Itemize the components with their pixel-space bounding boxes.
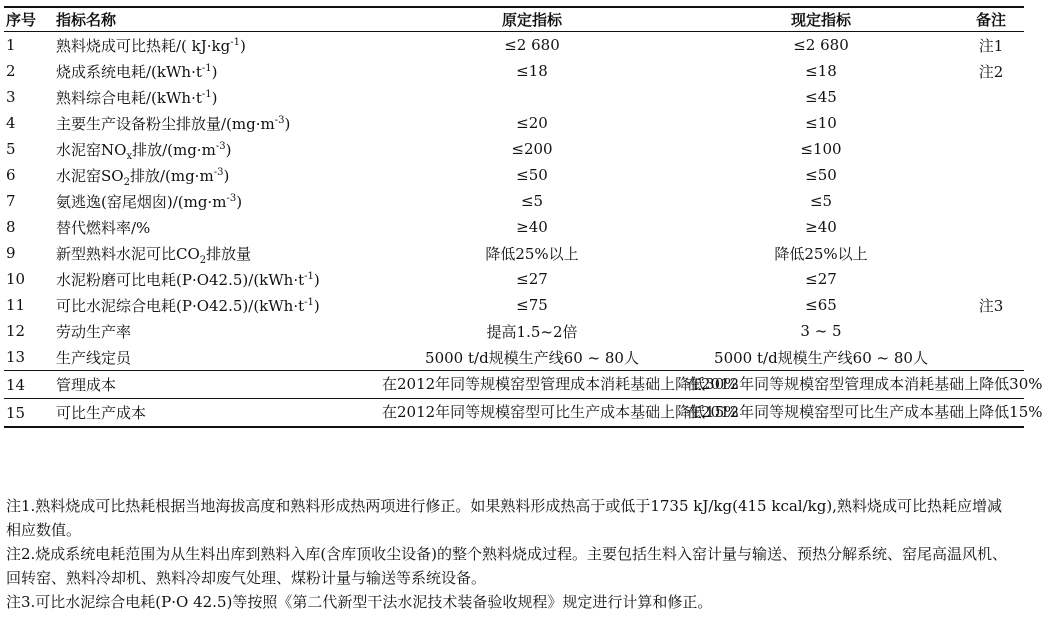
row-number: 5 — [6, 140, 16, 158]
current-value: 3 ~ 5 — [800, 322, 842, 340]
current-value: ≤2 680 — [793, 36, 849, 54]
indicator-name — [54, 136, 380, 162]
indicator-name — [54, 399, 380, 428]
header-no: 序号 — [4, 7, 54, 32]
indicator-name-pre: 水泥窑NO — [56, 140, 127, 159]
indicator-name-sup: -1 — [230, 36, 240, 48]
original-value — [380, 84, 684, 110]
table-row — [4, 84, 1024, 110]
row-number: 10 — [6, 270, 26, 288]
indicator-name — [54, 214, 380, 240]
indicator-name-sup: -1 — [304, 270, 314, 282]
indicator-name-pre: 可比生产成本 — [56, 404, 147, 422]
indicator-name-mid: 排放/(mg·m — [129, 166, 214, 185]
indicator-name-sup: -1 — [201, 88, 212, 100]
current-value: 在2012年同等规模窑型可比生产成本基础上降低15% — [684, 399, 958, 428]
row-number: 6 — [6, 166, 16, 184]
current-value: ≤5 — [809, 192, 833, 210]
remark — [958, 344, 1024, 371]
indicator-name-mid: 排放/(mg·m — [132, 140, 216, 159]
table-row — [4, 240, 1024, 266]
header-name: 指标名称 — [54, 7, 380, 32]
current-value: 5000 t/d规模生产线60 ~ 80人 — [714, 348, 928, 367]
indicator-name-post: ) — [211, 62, 218, 81]
row-number: 15 — [4, 399, 54, 428]
indicator-name — [54, 58, 380, 84]
indicator-name-post: ) — [313, 296, 320, 315]
footnotes — [6, 494, 1014, 614]
original-value: 降低25%以上 — [485, 244, 579, 263]
remark — [958, 188, 1024, 214]
table-row — [4, 344, 1024, 371]
table-row — [4, 214, 1024, 240]
remark — [958, 240, 1024, 266]
original-value: 提高1.5~2倍 — [486, 322, 578, 341]
indicator-name-post: ) — [223, 166, 230, 185]
table-row — [4, 399, 1024, 428]
indicator-name-pre: 熟料烧成可比热耗/( kJ·kg — [56, 36, 231, 55]
remark: 注3 — [978, 296, 1004, 315]
original-value: ≤18 — [516, 62, 548, 80]
indicator-name-post: ) — [236, 192, 243, 211]
indicator-name-pre: 生产线定员 — [56, 348, 132, 367]
original-value: ≤5 — [520, 192, 544, 210]
original-value: ≤50 — [516, 166, 548, 184]
header-original: 原定指标 — [380, 7, 684, 32]
table-row — [4, 266, 1024, 292]
indicator-name-pre: 水泥粉磨可比电耗(P·O42.5)/(kWh·t — [56, 270, 305, 289]
indicator-name — [54, 344, 380, 371]
indicator-name-sub: 2 — [199, 254, 207, 266]
indicator-name — [54, 292, 380, 318]
table-row — [4, 136, 1024, 162]
current-value: 降低25%以上 — [774, 244, 868, 263]
indicator-name-pre: 可比水泥综合电耗(P·O42.5)/(kWh·t — [56, 296, 305, 315]
table-row — [4, 32, 1024, 59]
indicator-name — [54, 32, 380, 59]
indicator-name-pre: 管理成本 — [56, 376, 117, 394]
original-value: ≥40 — [516, 218, 548, 236]
original-value: ≤200 — [511, 140, 553, 158]
indicator-name-post: ) — [225, 140, 232, 159]
current-value: ≤10 — [805, 114, 837, 132]
remark — [958, 162, 1024, 188]
indicator-name-sup: -3 — [226, 192, 237, 204]
indicator-name-pre: 替代燃料率/% — [56, 218, 151, 237]
row-number: 1 — [6, 36, 16, 54]
original-value: ≤27 — [516, 270, 548, 288]
current-value: ≤100 — [800, 140, 842, 158]
remark: 注2 — [978, 62, 1004, 81]
row-number: 9 — [6, 244, 16, 262]
indicator-name-sup: -1 — [201, 62, 212, 74]
row-number: 12 — [6, 322, 26, 340]
header-current: 现定指标 — [684, 7, 958, 32]
remark — [958, 136, 1024, 162]
row-number: 7 — [6, 192, 16, 210]
indicator-name-pre: 烧成系统电耗/(kWh·t — [56, 62, 202, 81]
indicator-name-post: ) — [240, 36, 246, 55]
original-value: 在2012年同等规模窑型管理成本消耗基础上降低30% — [380, 371, 684, 399]
indicator-name-sup: -1 — [304, 296, 314, 308]
row-number: 2 — [6, 62, 16, 80]
indicator-table — [4, 6, 1043, 428]
current-value: ≤45 — [805, 88, 837, 106]
table-row — [4, 110, 1024, 136]
remark — [958, 318, 1024, 344]
table-row — [4, 58, 1024, 84]
footnote-1: 注1.熟料烧成可比热耗根据当地海拔高度和熟料形成热两项进行修正。如果熟料形成热高于或低于1735 kJ/kg(415 kcal/kg),熟料烧成可比热耗应增减相应数值。 — [6, 497, 1002, 539]
table-body — [4, 32, 1043, 428]
row-number: 8 — [6, 218, 16, 236]
indicator-name — [54, 318, 380, 344]
footnote-2: 注2.烧成系统电耗范围为从生料出库到熟料入库(含库顶收尘设备)的整个熟料烧成过程。主要包括生料入窑计量与输送、预热分解系统、窑尾高温风机、回转窑、熟料冷却机、熟料冷却废气处理、煤粉计量与输送等系统设备。 — [6, 545, 1008, 587]
indicator-name-pre: 水泥窑SO — [56, 166, 124, 185]
indicator-name-mid: 排放量 — [206, 244, 252, 263]
original-value: ≤20 — [516, 114, 548, 132]
current-value: ≤27 — [805, 270, 837, 288]
indicator-name — [54, 84, 380, 110]
indicator-name-pre: 劳动生产率 — [56, 322, 132, 341]
indicator-name — [54, 188, 380, 214]
indicator-name — [54, 266, 380, 292]
row-number: 11 — [6, 296, 26, 314]
remark — [958, 84, 1024, 110]
indicator-name-sup: -3 — [215, 140, 226, 152]
table-row — [4, 292, 1024, 318]
row-number: 13 — [6, 348, 26, 366]
current-value: ≤50 — [805, 166, 837, 184]
current-value: ≤18 — [805, 62, 837, 80]
original-value: ≤75 — [516, 296, 548, 314]
indicator-name-pre: 熟料综合电耗/(kWh·t — [56, 88, 202, 107]
current-value: ≤65 — [805, 296, 837, 314]
remark — [958, 214, 1024, 240]
indicator-name-pre: 主要生产设备粉尘排放量/(mg·m — [56, 114, 275, 133]
row-number: 4 — [6, 114, 16, 132]
table-header-row — [4, 7, 1024, 32]
indicator-name-post: ) — [313, 270, 320, 289]
original-value: ≤2 680 — [504, 36, 560, 54]
indicator-name-post: ) — [211, 88, 218, 107]
indicator-name — [54, 371, 380, 399]
indicator-name-sup: -3 — [213, 166, 224, 178]
remark: 注1 — [978, 36, 1004, 55]
header-remark: 备注 — [958, 7, 1024, 32]
indicator-name-sub: 2 — [123, 176, 130, 188]
indicator-name-sub: x — [126, 150, 133, 162]
current-value: 在2012年同等规模窑型管理成本消耗基础上降低30% — [684, 371, 958, 399]
indicator-name-pre: 氨逃逸(窑尾烟囱)/(mg·m — [56, 192, 227, 211]
original-value: 在2012年同等规模窑型可比生产成本基础上降低15% — [380, 399, 684, 428]
table-row — [4, 188, 1024, 214]
table-row — [4, 162, 1024, 188]
footnote-3: 注3.可比水泥综合电耗(P·O 42.5)等按照《第二代新型干法水泥技术装备验收规程》规定进行计算和修正。 — [6, 593, 713, 611]
indicator-name-sup: -3 — [274, 114, 285, 126]
table-row — [4, 371, 1024, 399]
table-row — [4, 318, 1024, 344]
current-value: ≥40 — [805, 218, 837, 236]
indicator-name — [54, 162, 380, 188]
row-number: 14 — [4, 371, 54, 399]
indicator-name — [54, 240, 380, 266]
remark — [958, 266, 1024, 292]
original-value: 5000 t/d规模生产线60 ~ 80人 — [425, 348, 639, 367]
row-number: 3 — [6, 88, 16, 106]
indicator-name — [54, 110, 380, 136]
remark — [958, 110, 1024, 136]
indicator-name-pre: 新型熟料水泥可比CO — [56, 244, 200, 263]
indicator-name-post: ) — [284, 114, 291, 133]
